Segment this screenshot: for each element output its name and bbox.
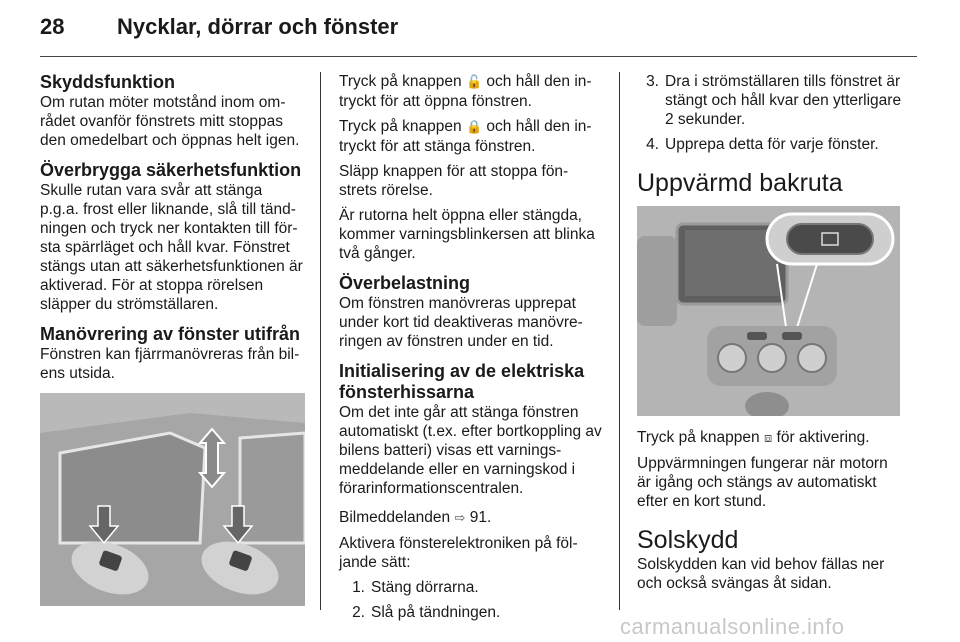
paragraph: Släpp knappen för att stoppa fön-strets rörelse. xyxy=(339,163,569,199)
list-item xyxy=(343,603,604,622)
section-initialisering xyxy=(339,361,604,498)
step-number: 1. xyxy=(352,579,365,596)
list-item xyxy=(637,72,902,129)
text: och håll den in-tryckt för att stänga fönstren. xyxy=(339,118,592,155)
dashboard-rear-defrost-illustration xyxy=(637,206,900,416)
paragraph-defrost-button xyxy=(637,428,902,448)
step-text: Upprepa detta för varje fönster. xyxy=(665,136,879,153)
paragraph: Fönstren kan fjärrmanövreras från bil-ens utsida. xyxy=(40,346,300,382)
paragraph: Om rutan möter motstånd inom om-rådet ovanför fönstrets mitt stoppas den omedelbart och öppnas helt igen. xyxy=(40,94,300,149)
section-skyddsfunktion xyxy=(40,72,305,150)
header-rule xyxy=(40,56,917,57)
section-heading: Överbrygga säkerhetsfunktion xyxy=(40,160,302,180)
padlock-closed-icon: 🔒 xyxy=(465,120,483,135)
list-item xyxy=(343,578,604,597)
column-1 xyxy=(40,72,305,606)
text: Tryck på knappen xyxy=(339,73,466,90)
section-heading: Manövrering av fönster utifrån xyxy=(40,324,301,344)
padlock-open-icon: 🔓 xyxy=(465,75,483,90)
heading-uppvarmd-bakruta: Uppvärmd bakruta xyxy=(637,169,843,197)
steps-list xyxy=(637,72,902,154)
heading-solskydd: Solskydd xyxy=(637,526,739,554)
column-divider-1 xyxy=(320,72,321,610)
paragraph-reference xyxy=(339,508,604,528)
section-overbrygga xyxy=(40,160,305,314)
column-2 xyxy=(339,72,604,628)
text: Tryck på knappen xyxy=(339,118,466,135)
steps-list xyxy=(339,578,604,622)
section-heading: Överbelastning xyxy=(339,273,471,293)
section-manovrering-utifran xyxy=(40,324,305,383)
paragraph: Skulle rutan vara svår att stänga p.g.a. frost eller liknande, slå till tänd-ningen och tryck ner kontakten till för-sta spärrläget och håll kvar. Fönstret stängs utan att säkerhetsfunktionen är aktiverad. För at stoppa rörelsen släpper du strömställaren. xyxy=(40,182,303,313)
page-number: 28 xyxy=(40,14,65,39)
section-heading: Skyddsfunktion xyxy=(40,72,176,92)
step-text: Slå på tändningen. xyxy=(371,604,501,621)
reference-arrow-icon: ⇨ xyxy=(454,511,466,526)
section-overbelastning xyxy=(339,273,604,351)
column-divider-2 xyxy=(619,72,620,610)
step-text: Stäng dörrarna. xyxy=(371,579,479,596)
rear-window-heater-icon: ⧈ xyxy=(763,431,773,446)
paragraph-close xyxy=(339,117,604,156)
paragraph: Om det inte går att stänga fönstren automatiskt (t.ex. efter bortkoppling av bilens batteri) visas ett varnings-meddelande eller en varningskod i förarinformationscentralen. xyxy=(339,404,602,497)
paragraph: Aktivera fönsterelektroniken på föl-jande sätt: xyxy=(339,535,578,571)
page-title: Nycklar, dörrar och fönster xyxy=(117,14,399,39)
column-3 xyxy=(637,72,902,599)
step-number: 4. xyxy=(646,136,659,153)
watermark: carmanualsonline.info xyxy=(620,614,845,639)
car-window-remote-illustration xyxy=(40,393,305,606)
paragraph: Solskydden kan vid behov fällas ner och också svängas åt sidan. xyxy=(637,556,885,592)
step-number: 3. xyxy=(646,73,659,90)
step-text: Dra i strömställaren tills fönstret är stängt och håll kvar den ytterligare 2 sekunder. xyxy=(665,73,902,128)
section-heading: Initialisering av de elektriska fönsterhissarna xyxy=(339,361,585,402)
text: Bilmeddelanden xyxy=(339,509,455,526)
text: 91. xyxy=(465,509,492,526)
text: för aktivering. xyxy=(772,429,870,446)
list-item xyxy=(637,135,902,154)
text: och håll den in-tryckt för att öppna fönstren. xyxy=(339,73,592,110)
paragraph-open xyxy=(339,72,604,111)
step-number: 2. xyxy=(352,604,365,621)
paragraph: Om fönstren manövreras upprepat under kort tid deaktiveras manövre-ringen av fönstren under en tid. xyxy=(339,295,583,350)
paragraph: Är rutorna helt öppna eller stängda, kommer varningsblinkersen att blinka två gånger. xyxy=(339,207,595,262)
paragraph: Uppvärmningen fungerar när motorn är igång och stängs av automatiskt efter en kort stund. xyxy=(637,455,888,510)
text: Tryck på knappen xyxy=(637,429,764,446)
